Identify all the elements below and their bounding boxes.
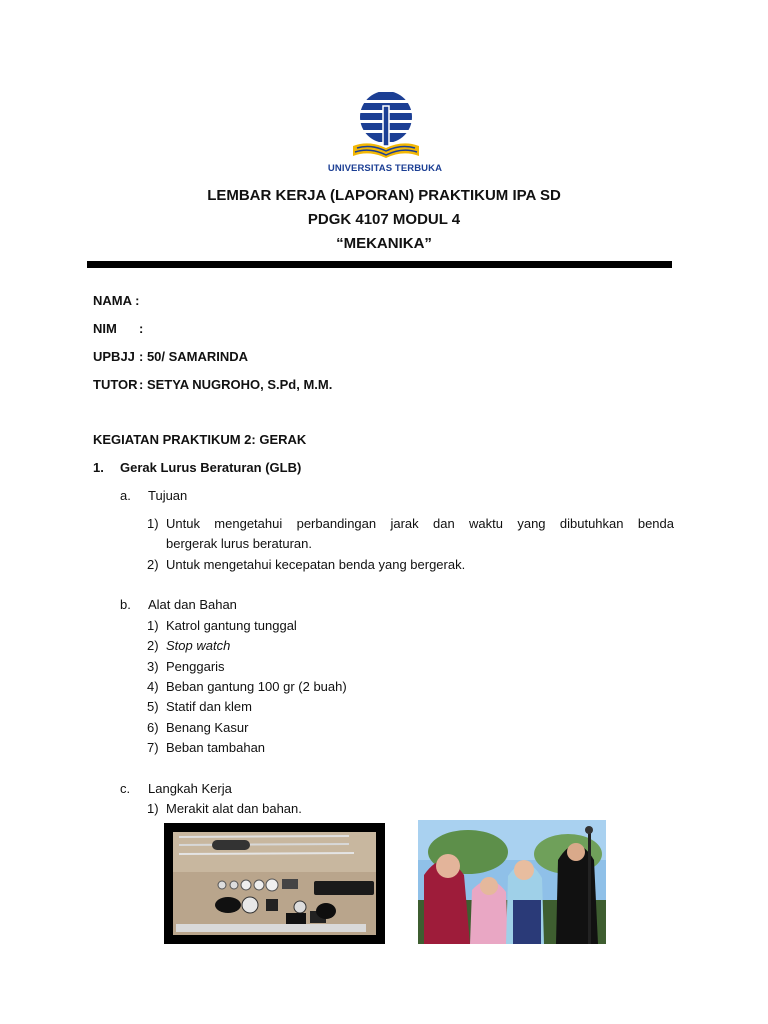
nama-label: NAMA :	[93, 293, 140, 308]
item-number: 1.	[93, 460, 104, 475]
alat-item-marker: 6)	[147, 720, 159, 735]
alat-item-text: Statif dan klem	[166, 699, 252, 714]
alat-item-text: Beban gantung 100 gr (2 buah)	[166, 679, 347, 694]
tujuan-item-marker: 2)	[147, 557, 159, 572]
alat-title: Alat dan Bahan	[148, 597, 237, 612]
header-divider	[87, 261, 672, 268]
section-heading: KEGIATAN PRAKTIKUM 2: GERAK	[93, 432, 307, 447]
upbjj-label: UPBJJ	[93, 349, 135, 364]
upbjj-value: : 50/ SAMARINDA	[139, 349, 249, 364]
langkah-item-marker: 1)	[147, 801, 159, 816]
universitas-terbuka-logo	[349, 90, 423, 164]
tujuan-marker: a.	[120, 488, 131, 503]
students-photo	[418, 820, 606, 944]
equipment-photo	[164, 823, 385, 944]
logo-wordmark: UNIVERSITAS TERBUKA	[327, 163, 443, 174]
alat-item-text: Stop watch	[166, 638, 231, 653]
alat-item-text: Beban tambahan	[166, 740, 266, 755]
alat-item-marker: 4)	[147, 679, 159, 694]
alat-item-text: Penggaris	[166, 659, 225, 674]
tujuan-item-marker: 1)	[147, 516, 159, 531]
langkah-item-text: Merakit alat dan bahan.	[166, 801, 302, 816]
alat-item-marker: 2)	[147, 638, 159, 653]
langkah-marker: c.	[120, 781, 131, 796]
tujuan-title: Tujuan	[148, 488, 188, 503]
alat-marker: b.	[120, 597, 131, 612]
document-title: LEMBAR KERJA (LAPORAN) PRAKTIKUM IPA SD	[207, 187, 561, 204]
tujuan-item-text: Untuk mengetahui kecepatan benda yang bergerak.	[166, 557, 466, 572]
nim-label: NIM	[93, 321, 117, 336]
tujuan-item-text-continued: bergerak lurus beraturan.	[166, 536, 312, 551]
alat-item-marker: 3)	[147, 659, 159, 674]
nim-colon: :	[139, 321, 144, 336]
langkah-title: Langkah Kerja	[148, 781, 232, 796]
document-module: “MEKANIKA”	[336, 235, 432, 252]
alat-item-marker: 7)	[147, 740, 159, 755]
tujuan-item-text: Untuk mengetahui perbandingan jarak dan waktu yang dibutuhkan benda	[166, 516, 674, 531]
alat-item-text: Katrol gantung tunggal	[166, 618, 297, 633]
alat-item-text: Benang Kasur	[166, 720, 249, 735]
item-title: Gerak Lurus Beraturan (GLB)	[120, 460, 302, 475]
tutor-label: TUTOR	[93, 377, 138, 392]
alat-item-marker: 5)	[147, 699, 159, 714]
document-course: PDGK 4107 MODUL 4	[307, 211, 461, 228]
tutor-value: : SETYA NUGROHO, S.Pd, M.M.	[139, 377, 333, 392]
alat-item-marker: 1)	[147, 618, 159, 633]
